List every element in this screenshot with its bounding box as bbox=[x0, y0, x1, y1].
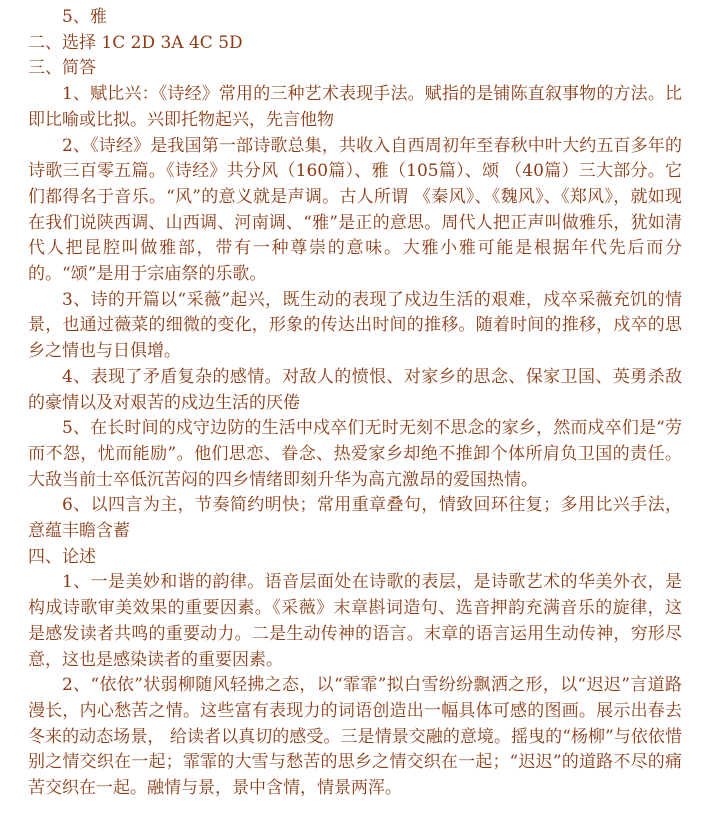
essay-answer-2: 2、“依依”状弱柳随风轻拂之态，以“霏霏”拟白雪纷纷飘洒之形，以“迟迟”言道路漫长，内心愁苦之情。这些富有表现力的词语创造出一幅具体可感的图画。展示出春去冬来的动态场景， 给读者以真切的感受。三是情景交融的意境。摇曳的“杨柳”与依依惜别之情交织在一起；霏霏的大雪与愁苦的思乡之情交织在一起；“迟迟”的道路不尽的痛苦交织在一起。融情与景，景中含情，情景两浑。 bbox=[28, 675, 682, 799]
section-heading-essay: 四、论述 bbox=[28, 546, 96, 567]
essay-answer-1: 1、一是美妙和谐的韵律。语音层面处在诗歌的表层，是诗歌艺术的华美外衣，是构成诗歌审美效果的重要因素。《采薇》末章斟词造句、选音押韵充满音乐的旋律，这是感发读者共鸣的重要动力。二是生动传神的语言。末章的语言运用生动传神，穷形尽意，这也是感染读者的重要因素。 bbox=[28, 572, 682, 670]
short-answer-1: 1、赋比兴：《诗经》常用的三种艺术表现手法。赋指的是铺陈直叙事物的方法。比即比喻或比拟。兴即托物起兴，先言他物 bbox=[28, 84, 682, 130]
short-answer-5: 5、在长时间的戍守边防的生活中戍卒们无时无刻不思念的家乡，然而戍卒们是“劳而不怨，忧而能励”。他们思恋、眷念、热爱家乡却绝不推卸个体所肩负卫国的责任。大敌当前士卒低沉苦闷的四乡情绪即刻升华为高亢激昂的爱国热情。 bbox=[28, 418, 682, 490]
short-answer-2: 2、《诗经》是我国第一部诗歌总集，共收入自西周初年至春秋中叶大约五百多年的诗歌三百零五篇。《诗经》共分风（160篇）、雅（105篇）、颂 （40篇）三大部分。它们都得名于音乐。“风”的意义就是声调。古人所谓 《秦风》、《魏风》、《郑风》，就如现在我们说陕西调、山西调、河南调、“雅”是正的意思。周代人把正声叫做雅乐，犹如清代人把昆腔叫做雅部，带有一种尊崇的意味。大雅小雅可能是根据年代先后而分的。“颂”是用于宗庙祭的乐歌。 bbox=[28, 135, 682, 285]
short-answer-6: 6、以四言为主，节奏简约明快；常用重章叠句，情致回环往复；多用比兴手法，意蕴丰瞻含蓄 bbox=[28, 495, 682, 542]
section-heading-choice: 二、选择 1C 2D 3A 4C 5D bbox=[28, 32, 243, 53]
section-heading-short-answer: 三、简答 bbox=[28, 58, 96, 79]
short-answer-3: 3、诗的开篇以“采薇”起兴，既生动的表现了戍边生活的艰难，戍卒采薇充饥的情景，也通过薇菜的细微的变化，形象的传达出时间的推移。随着时间的推移，戍卒的思乡之情也与日俱增。 bbox=[28, 289, 682, 362]
answer-item-ya: 5、雅 bbox=[62, 7, 107, 27]
short-answer-4: 4、表现了矛盾复杂的感情。对敌人的愤恨、对家乡的思念、保家卫国、英勇杀敌的豪情以及对艰苦的戍边生活的厌倦 bbox=[28, 366, 682, 413]
